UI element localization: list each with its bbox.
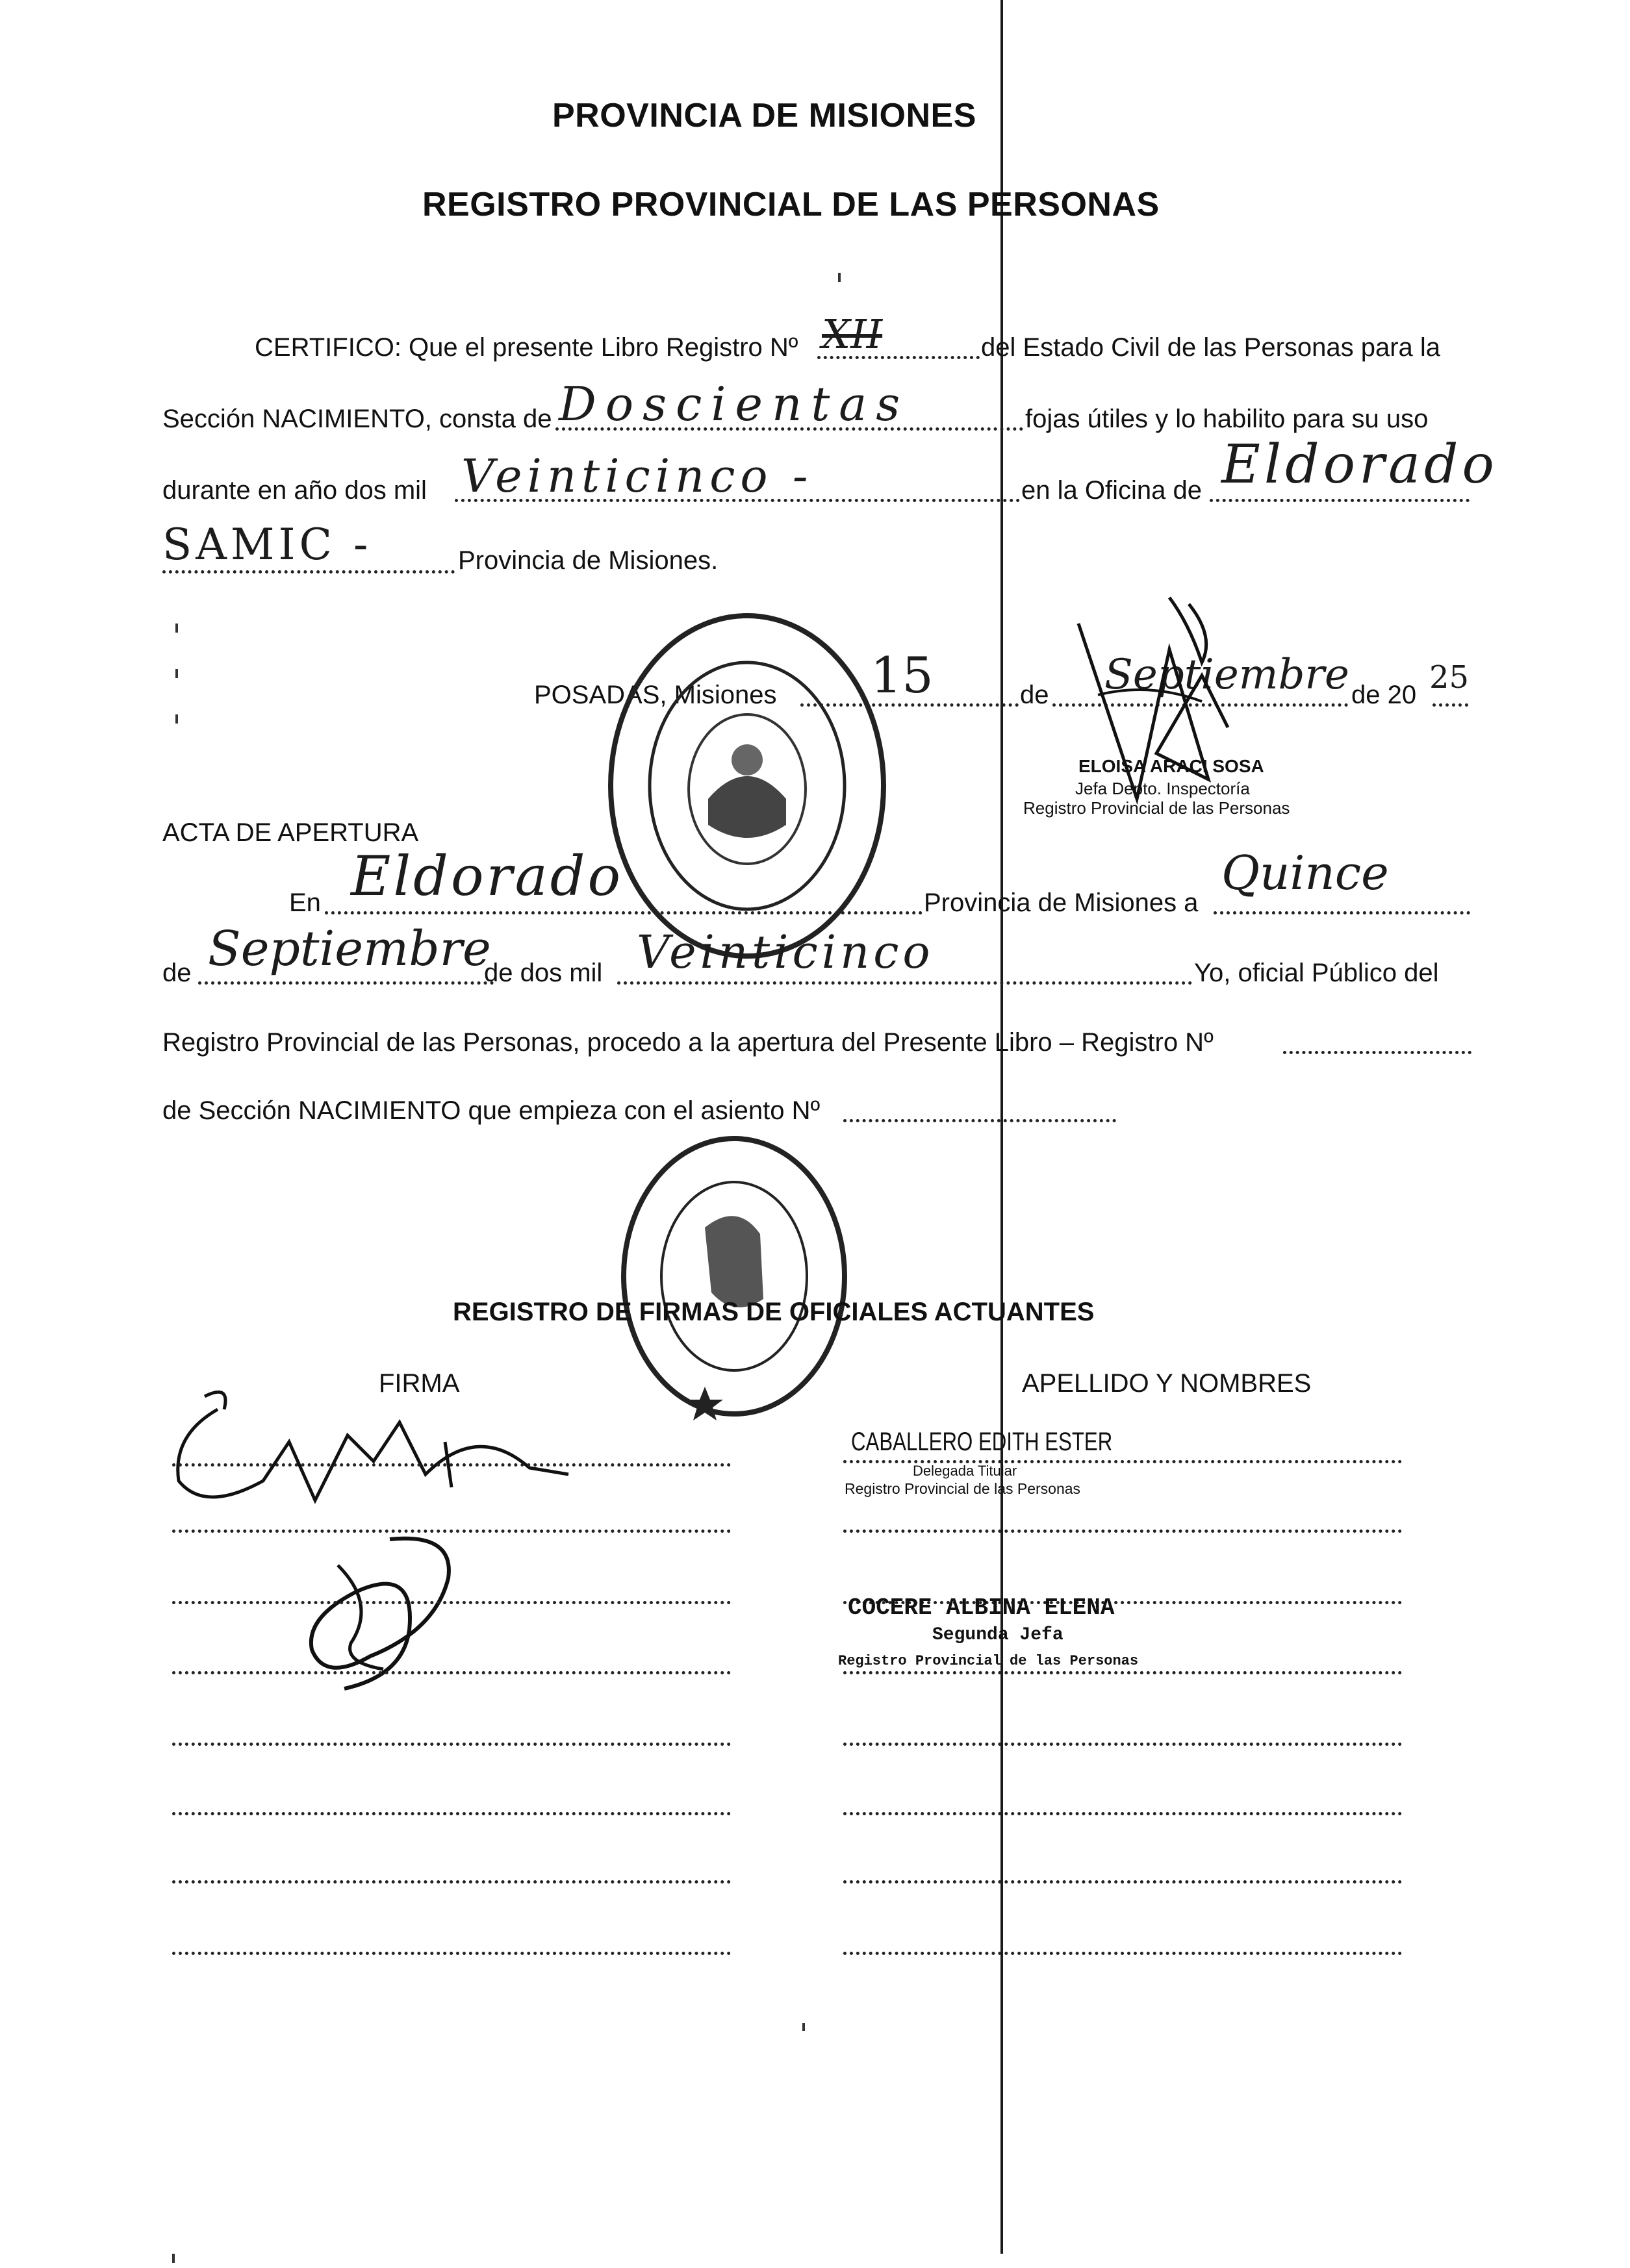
handwritten-year-digits: 25	[1429, 659, 1470, 696]
date-year-label: de 20	[1351, 681, 1417, 709]
signature-officer-2	[286, 1526, 481, 1702]
cert-line3-prefix: durante en año dos mil	[162, 476, 427, 505]
handwritten-day: 15	[871, 646, 934, 704]
signatory-top-name: ELOISA ARACI SOSA	[1078, 756, 1264, 776]
dotted-line	[198, 981, 494, 985]
cert-line2-prefix: Sección NACIMIENTO, consta de	[162, 405, 552, 433]
dotted-line	[1433, 703, 1468, 707]
signature-officer-1	[166, 1383, 620, 1520]
apertura-line2-suffix: Yo, oficial Público del	[1194, 959, 1439, 987]
officer-2-name: COCERE ALBINA ELENA	[848, 1594, 1115, 1621]
cert-line1-suffix: del Estado Civil de las Personas para la	[981, 333, 1441, 362]
handwritten-year-words: Veinticinco -	[461, 449, 813, 503]
signatory-top-role: Jefa Depto. Inspectoría	[1075, 779, 1250, 798]
apertura-line2-middle: de dos mil	[484, 959, 603, 987]
apertura-line3: Registro Provincial de las Personas, procedo a la apertura del Presente Libro – Registro Nº	[162, 1028, 1214, 1057]
scan-speck	[175, 714, 178, 724]
handwritten-office-2: SAMIC -	[162, 520, 372, 570]
apertura-line4: de Sección NACIMIENTO que empieza con el asiento Nº	[162, 1096, 821, 1125]
officer-1-org: Registro Provincial de las Personas	[845, 1480, 1081, 1497]
dotted-line	[325, 911, 923, 914]
page-title: PROVINCIA DE MISIONES	[552, 97, 976, 134]
apertura-line1-prefix: En	[289, 888, 321, 917]
firma-line	[172, 1952, 731, 1955]
signatory-top-org: Registro Provincial de las Personas	[1023, 798, 1290, 818]
firmas-col-nombres: APELLIDO Y NOMBRES	[1022, 1369, 1312, 1398]
dotted-line	[162, 570, 455, 573]
place-label: POSADAS, Misiones	[534, 681, 777, 709]
firma-line	[172, 1601, 731, 1604]
nombre-line	[843, 1530, 1402, 1533]
nombre-line	[843, 1812, 1402, 1815]
dotted-line	[1210, 499, 1470, 502]
firma-line	[172, 1671, 731, 1674]
page-subtitle: REGISTRO PROVINCIAL DE LAS PERSONAS	[422, 186, 1160, 223]
firma-line	[172, 1812, 731, 1815]
handwritten-apertura-month: Septiembre	[208, 921, 491, 977]
handwritten-apertura-day: Quince	[1221, 846, 1389, 900]
date-de-label: de	[1020, 681, 1049, 709]
scan-speck	[175, 624, 178, 633]
scan-speck	[838, 273, 841, 282]
nombre-line	[843, 1743, 1402, 1746]
handwritten-apertura-place: Eldorado	[351, 844, 624, 908]
dotted-line	[843, 1119, 1116, 1122]
seal-stamp-2	[614, 1130, 854, 1422]
apertura-line1-suffix: Provincia de Misiones a	[924, 888, 1199, 917]
firma-line	[172, 1743, 731, 1746]
dotted-line	[1283, 1051, 1471, 1054]
firmas-heading: REGISTRO DE FIRMAS DE OFICIALES ACTUANTES	[453, 1298, 1095, 1326]
firma-line	[172, 1530, 731, 1533]
apertura-line2-prefix: de	[162, 959, 192, 987]
cert-line2-suffix: fojas útiles y lo habilito para su uso	[1025, 405, 1429, 433]
nombre-line	[843, 1880, 1402, 1884]
scan-speck	[802, 2023, 805, 2031]
handwritten-month: Septiembre	[1104, 651, 1349, 699]
cert-line4-suffix: Provincia de Misiones.	[458, 546, 719, 575]
nombre-line	[843, 1952, 1402, 1955]
dotted-line	[617, 981, 1192, 985]
officer-2-org: Registro Provincial de las Personas	[838, 1653, 1139, 1669]
scan-speck	[175, 669, 178, 678]
officer-1-role: Delegada Titular	[913, 1463, 1017, 1479]
handwritten-libro-number: XII	[822, 310, 883, 358]
firma-line	[172, 1463, 731, 1467]
apertura-heading: ACTA DE APERTURA	[162, 818, 419, 847]
officer-2-role: Segunda Jefa	[932, 1625, 1063, 1645]
handwritten-office-1: Eldorado	[1221, 434, 1498, 496]
handwritten-fojas: Doscientas	[559, 377, 910, 431]
cert-line3-suffix: en la Oficina de	[1021, 476, 1202, 505]
firma-line	[172, 1880, 731, 1884]
handwritten-apertura-year: Veinticinco	[637, 926, 934, 979]
scan-speck	[172, 2254, 175, 2263]
nombre-line	[843, 1671, 1402, 1674]
dotted-line	[1214, 911, 1470, 914]
firmas-col-firma: FIRMA	[379, 1369, 460, 1398]
officer-1-name: CABALLERO EDITH ESTER	[851, 1428, 1113, 1456]
cert-line1-prefix: CERTIFICO: Que el presente Libro Registro Nº	[255, 333, 798, 362]
